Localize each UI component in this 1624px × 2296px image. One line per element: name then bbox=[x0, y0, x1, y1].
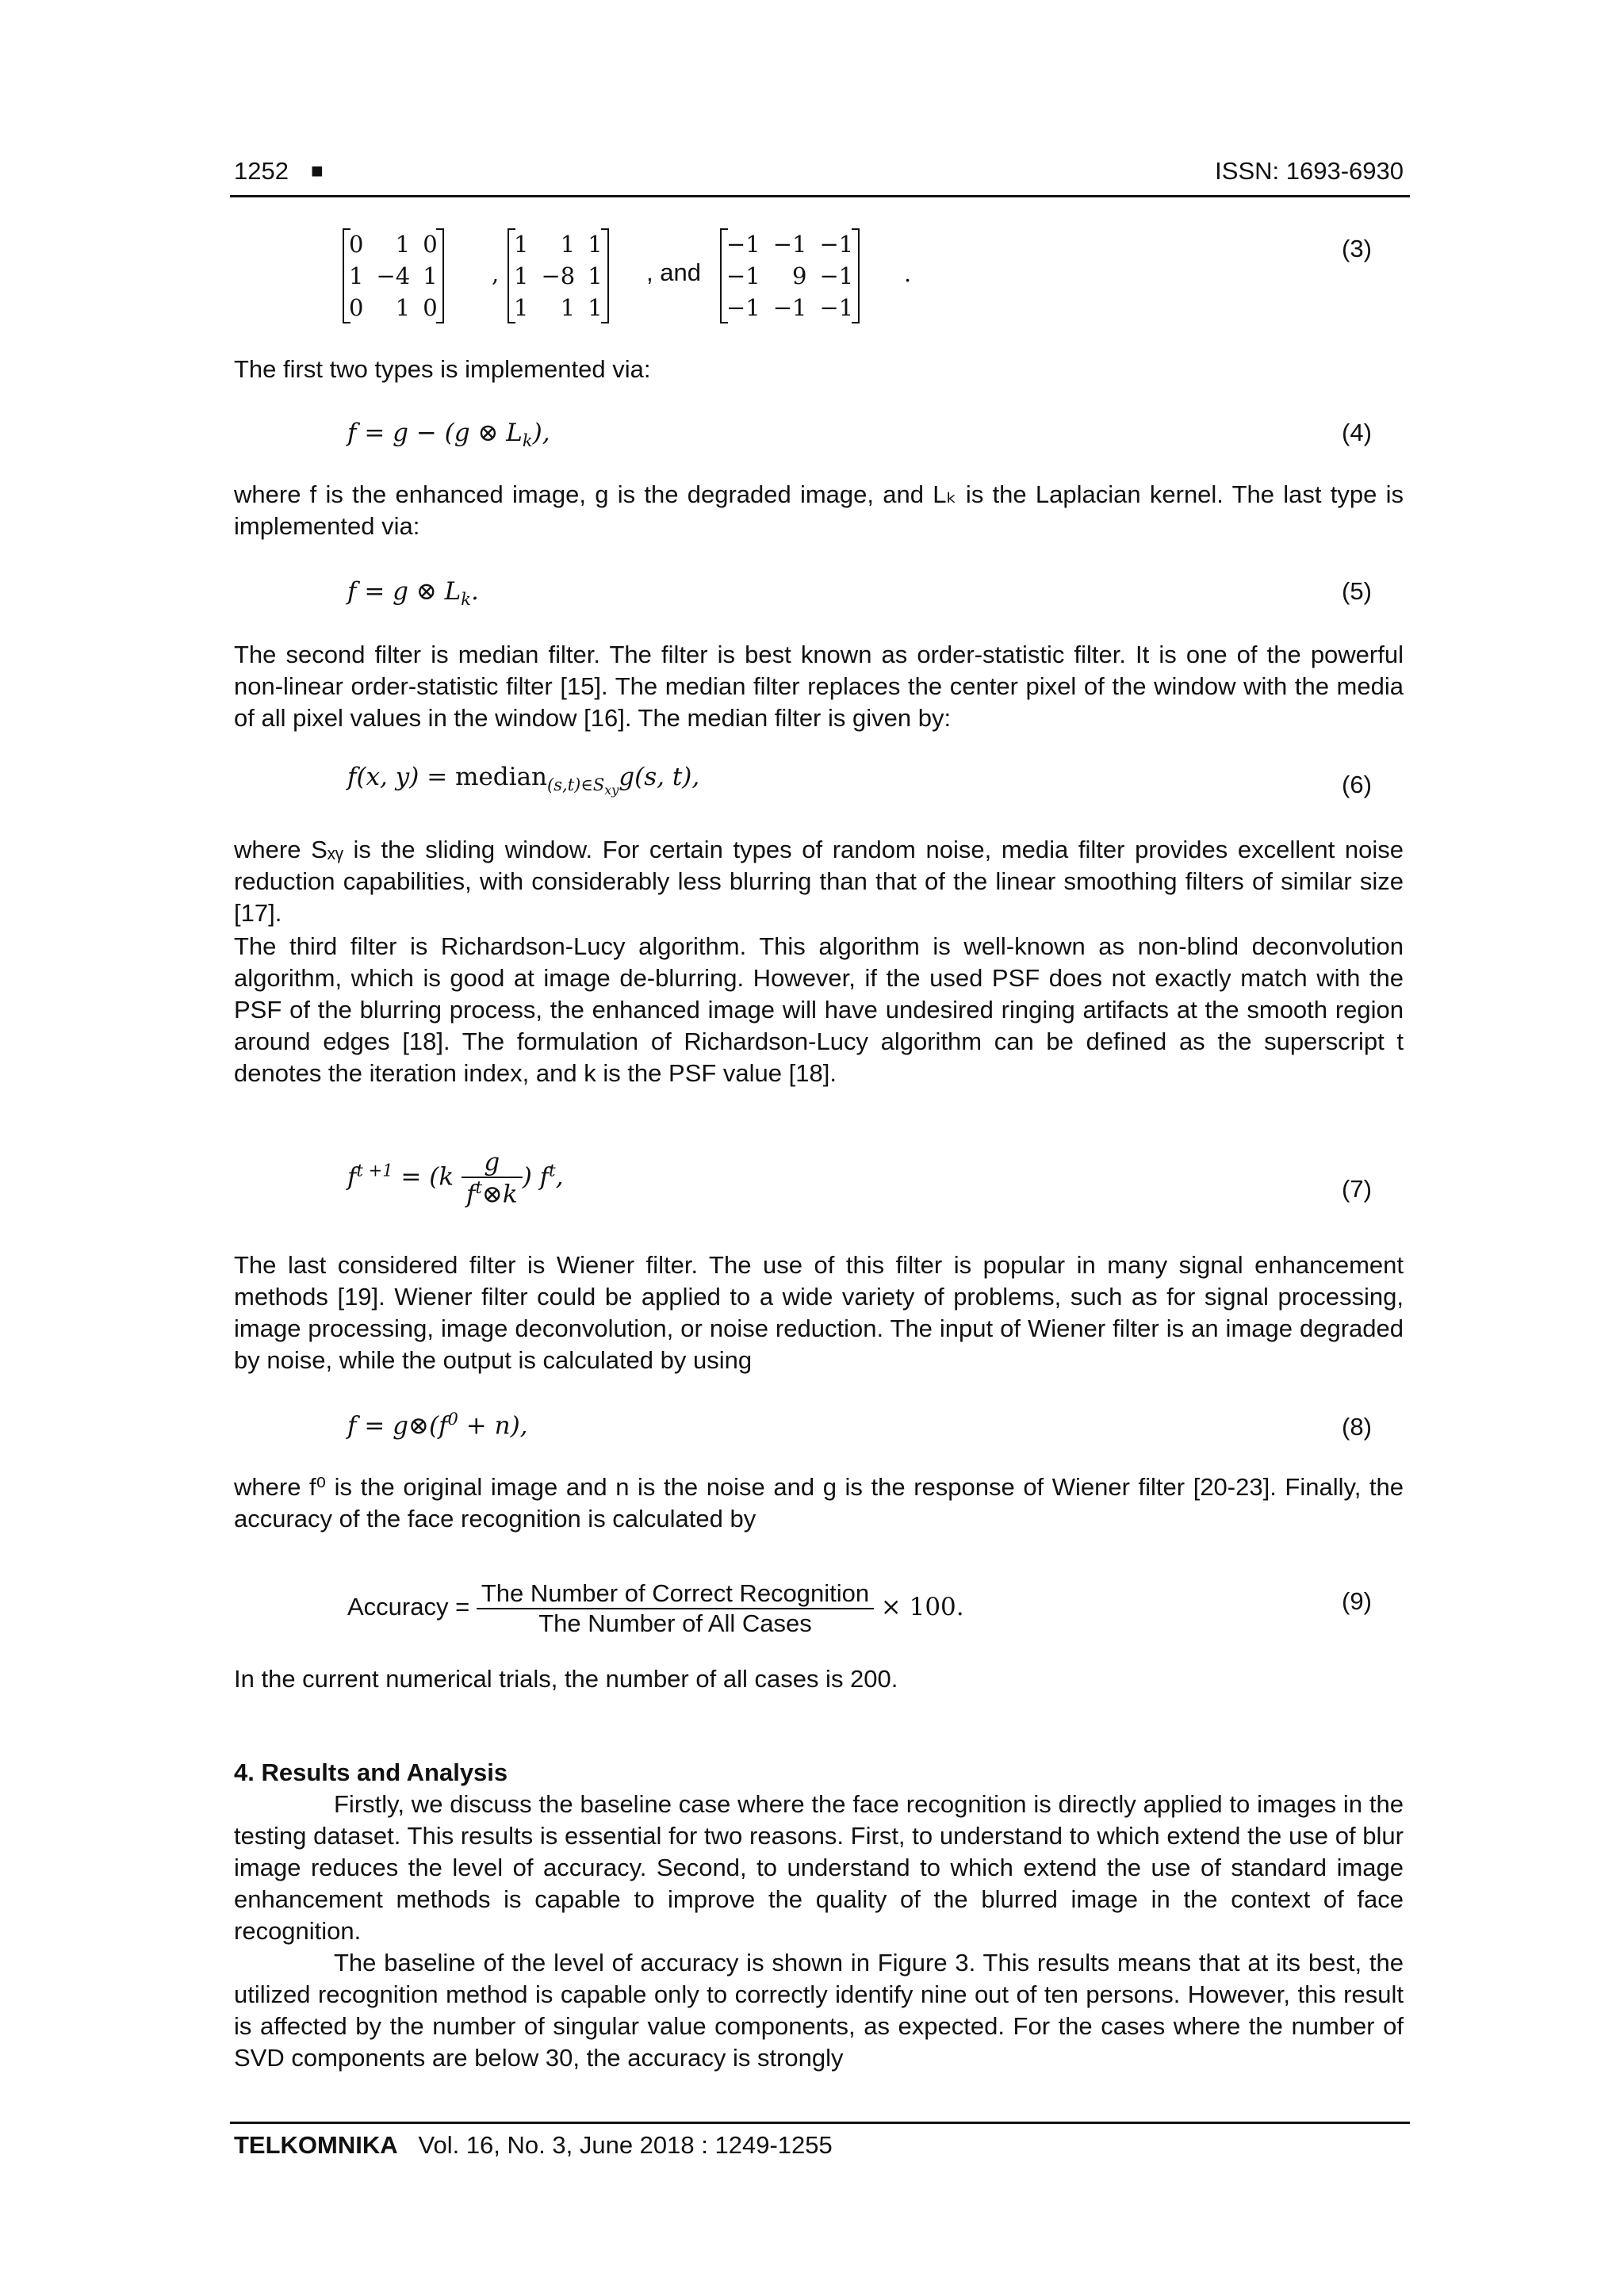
paragraph-results-1: Firstly, we discuss the baseline case where the face recognition is directly applied to images in the testing dataset. This results is essential for two reasons. First, to understand to which extend the use of blur image reduces the level of accuracy. Second, to understand to which extend the use of standard image enhancement methods is capable to improve the quality of the blurred image in the context of face recognition. bbox=[234, 1790, 1404, 1945]
header-marker: ■ bbox=[311, 159, 324, 182]
matrix-cell: −1 bbox=[819, 262, 854, 289]
eq6-number: (6) bbox=[1342, 771, 1372, 798]
footer-citation: Vol. 16, No. 3, June 2018 : 1249-1255 bbox=[418, 2131, 833, 2159]
page-number: 1252 bbox=[234, 157, 289, 185]
matrix-cell: 0 bbox=[423, 294, 438, 321]
eq3-comma: , bbox=[492, 260, 500, 287]
paragraph-original-image: where f⁰ is the original image and n is the noise and g is the response of Wiener filter [20-23]. Finally, the accuracy of the face recognition is calculated by bbox=[234, 1473, 1404, 1533]
equation-4: f = g − (g ⊗ $L_k$), bbox=[347, 419, 550, 451]
matrix-cell: 1 bbox=[588, 262, 603, 289]
paragraph-first-two: The first two types is implemented via: bbox=[234, 355, 651, 383]
header-rule bbox=[230, 195, 1410, 197]
equation-9: Accuracy = $\frac{\text{The Number of Correct Recognition}}{\text{The Number of All Cases}}$ × 100. bbox=[347, 1579, 964, 1637]
matrix-cell: 1 bbox=[560, 231, 576, 258]
footer-rule bbox=[230, 2122, 1410, 2124]
matrix-cell: 1 bbox=[395, 231, 411, 258]
matrix-cell: 1 bbox=[395, 294, 411, 321]
matrix-cell: 0 bbox=[423, 231, 438, 258]
section-title: 4. Results and Analysis bbox=[234, 1758, 508, 1786]
matrix-2 bbox=[508, 228, 609, 323]
paragraph-wiener: The last considered filter is Wiener filter. The use of this filter is popular in many signal enhancement methods [19]. Wiener filter could be applied to a wide variety of problems, such as for signal processing, image processing, image deconvolution, or noise reduction. The input of Wiener filter is an image degraded by noise, while the output is calculated by using bbox=[234, 1251, 1404, 1374]
matrix-cell: −8 bbox=[541, 262, 576, 289]
issn: ISSN: 1693-6930 bbox=[1215, 157, 1404, 185]
matrix-3 bbox=[720, 228, 860, 323]
equation-8: $f = g\otimes(f^0 + n)$, bbox=[347, 1410, 528, 1441]
matrix-cell: −1 bbox=[819, 231, 854, 258]
eq3-and: , and bbox=[646, 258, 701, 286]
paragraph-median: The second filter is median filter. The filter is best known as order-statistic filter. It is one of the powerful non-linear order-statistic filter [15]. The median filter replaces the center pixel of the window with the media of all pixel values in the window [16]. The median filter is given by: bbox=[234, 641, 1404, 732]
paragraph-sliding-window: where Sₓᵧ is the sliding window. For certain types of random noise, media filter provides excellent noise reduction capabilities, with considerably less blurring than that of the linear smoothing filters of similar size [17]. bbox=[234, 836, 1404, 927]
paragraph-richardson-lucy: The third filter is Richardson-Lucy algorithm. This algorithm is well-known as non-blind deconvolution algorithm, which is good at image de-blurring. However, if the used PSF does not exactly match with the PSF of the blurring process, the enhanced image will have undesired ringing artifacts at the smooth region around edges [18]. The formulation of Richardson-Lucy algorithm can be defined as the superscript t denotes the iteration index, and k is the PSF value [18]. bbox=[234, 932, 1404, 1087]
eq9-number: (9) bbox=[1342, 1587, 1372, 1615]
matrix-cell: −1 bbox=[726, 262, 760, 289]
eq5-number: (5) bbox=[1342, 577, 1372, 605]
matrix-cell: −4 bbox=[376, 262, 411, 289]
matrix-cell: −1 bbox=[772, 231, 807, 258]
equation-6: f(x, y) = median$_{(s,t)\in S_{xy}}$g(s, t), bbox=[347, 763, 700, 798]
matrix-cell: 1 bbox=[423, 262, 438, 289]
matrix-cell: −1 bbox=[772, 294, 807, 321]
matrix-cell: 1 bbox=[560, 294, 576, 321]
eq4-number: (4) bbox=[1342, 419, 1372, 446]
matrix-cell: 0 bbox=[349, 231, 364, 258]
matrix-cell: −1 bbox=[819, 294, 854, 321]
matrix-cell: 1 bbox=[588, 231, 603, 258]
footer-journal: TELKOMNIKA bbox=[234, 2131, 398, 2159]
eq3-period: . bbox=[904, 260, 912, 287]
footer bbox=[234, 2131, 833, 2160]
matrix-cell: 1 bbox=[349, 262, 364, 289]
matrix-cell: 1 bbox=[514, 231, 529, 258]
matrix-cell: 9 bbox=[792, 262, 807, 289]
matrix-cell: 1 bbox=[588, 294, 603, 321]
paragraph-where-f: where f is the enhanced image, g is the degraded image, and Lₖ is the Laplacian kernel. The last type is implemented via: bbox=[234, 480, 1404, 540]
eq7-number: (7) bbox=[1342, 1175, 1372, 1203]
matrix-cell: −1 bbox=[726, 231, 760, 258]
matrix-cell: −1 bbox=[726, 294, 760, 321]
equation-7: $f^{t +1} = (k$ $\frac{g}{f^t\otimes k}$ ) $f^t$, bbox=[347, 1148, 564, 1209]
eq3-number: (3) bbox=[1342, 235, 1372, 262]
matrix-cell: 1 bbox=[514, 294, 529, 321]
matrix-cell: 1 bbox=[514, 262, 529, 289]
eq8-number: (8) bbox=[1342, 1413, 1372, 1441]
matrix-cell: 0 bbox=[349, 294, 364, 321]
paragraph-results-2: The baseline of the level of accuracy is shown in Figure 3. This results means that at its best, the utilized recognition method is capable only to correctly identify nine out of ten persons. However, this result is affected by the number of singular value components, as expected. For the cases where the number of SVD components are below 30, the accuracy is strongly bbox=[234, 1949, 1404, 2072]
matrix-1 bbox=[343, 228, 444, 323]
equation-5: f = g ⊗ $L_k$. bbox=[347, 577, 479, 610]
paragraph-cases: In the current numerical trials, the number of all cases is 200. bbox=[234, 1665, 898, 1693]
